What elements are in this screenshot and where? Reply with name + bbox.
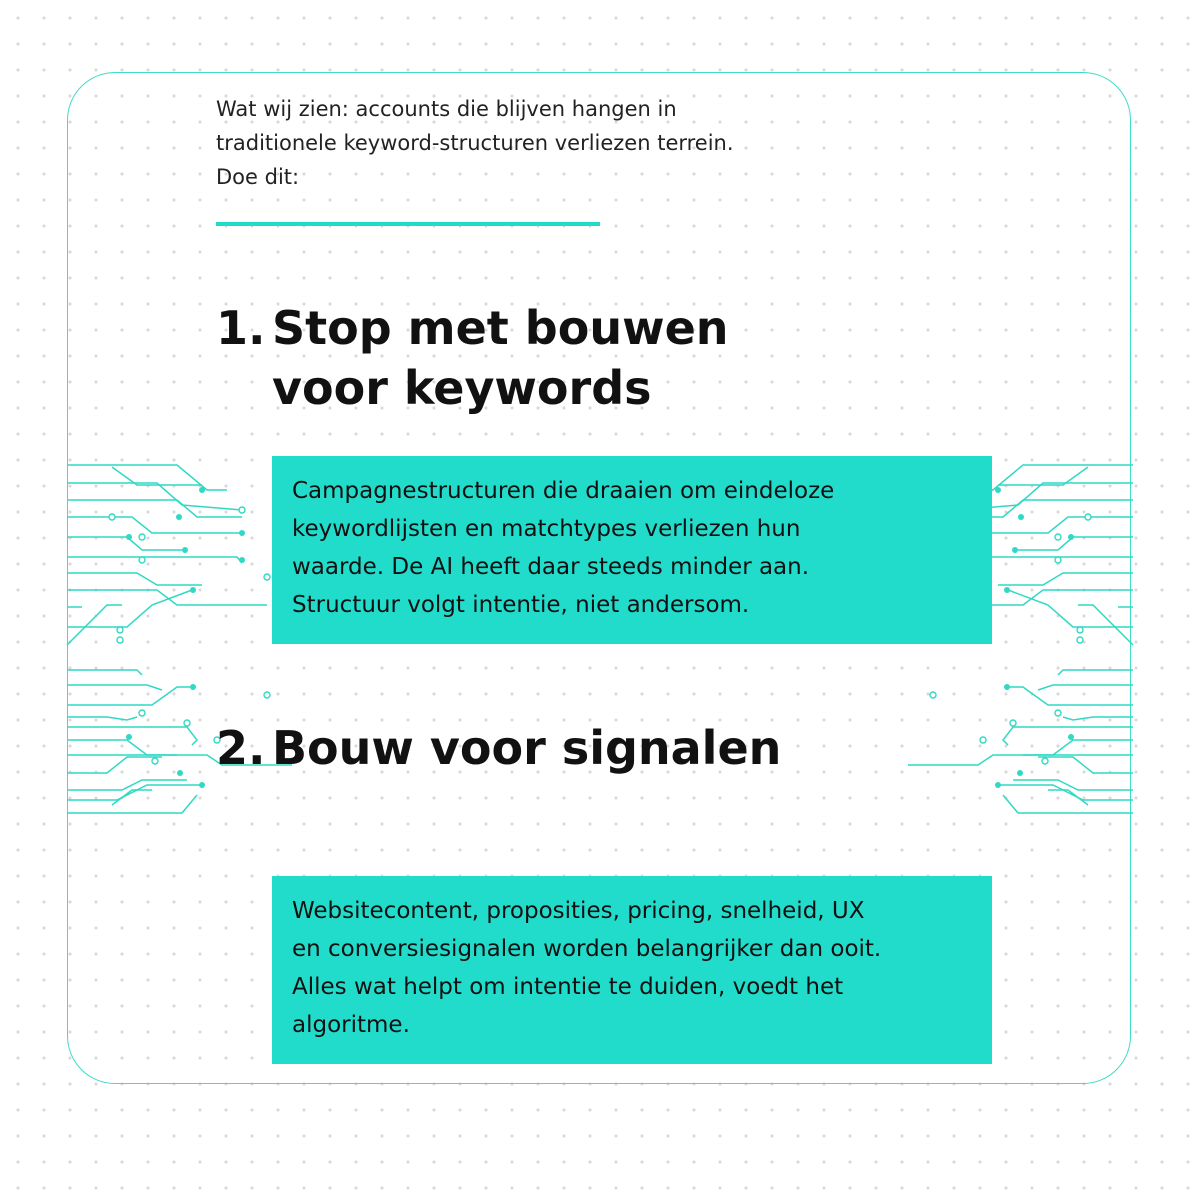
section-2-body-line: en conversiesignalen worden belangrijker dan ooit. <box>292 936 882 962</box>
section-2-body-line: Websitecontent, proposities, pricing, snelheid, UX <box>292 898 865 924</box>
section-1-title <box>272 298 729 418</box>
section-1-body-line: Structuur volgt intentie, niet andersom. <box>292 592 750 618</box>
intro-line: Doe dit: <box>216 165 300 189</box>
section-2-title-line: Bouw voor signalen <box>272 721 782 775</box>
section-2-body-line: algoritme. <box>292 1012 410 1038</box>
section-1-body-line: keywordlijsten en matchtypes verliezen hun <box>292 516 801 542</box>
intro-line: Wat wij zien: accounts die blijven hangen in <box>216 97 677 121</box>
section-2-title <box>272 718 781 778</box>
section-2-body-line: Alles wat helpt om intentie te duiden, voedt het <box>292 974 844 1000</box>
section-2-heading <box>216 718 916 788</box>
section-1-number: 1. <box>216 301 266 355</box>
section-1-body-line: waarde. De AI heeft daar steeds minder aan. <box>292 554 810 580</box>
section-1-card <box>272 456 992 644</box>
section-1-heading <box>216 298 916 428</box>
section-1-title-line: Stop met bouwen <box>272 301 729 355</box>
section-2-number: 2. <box>216 721 266 775</box>
intro-line: traditionele keyword-structuren verliezen terrein. <box>216 131 734 155</box>
intro-text <box>216 92 836 194</box>
section-2-card <box>272 876 992 1064</box>
section-1-body-line: Campagnestructuren die draaien om eindeloze <box>292 478 835 504</box>
section-1-title-line: voor keywords <box>272 361 652 415</box>
accent-divider <box>216 222 600 226</box>
